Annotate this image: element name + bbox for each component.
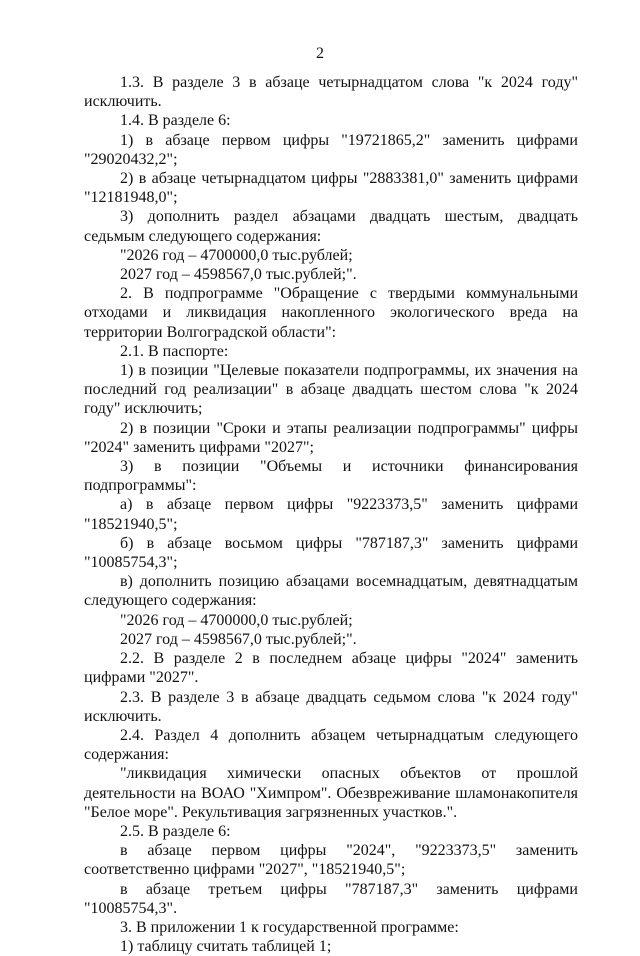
paragraph: 1.4. В разделе 6: xyxy=(120,112,231,130)
paragraph: 3) дополнить раздел абзацами двадцать шестым, двадцать седьмым следующего содержания: xyxy=(84,208,578,245)
quoted-line: "2026 год – 4700000,0 тыс.рублей; xyxy=(120,611,353,629)
paragraph: б) в абзаце восьмом цифры "787187,3" заменить цифрами "10085754,3"; xyxy=(84,534,578,572)
paragraph: 2) в позиции "Сроки и этапы реализации подпрограммы" цифры "2024" заменить цифрами "2027"; xyxy=(84,419,578,456)
paragraph: а) в абзаце первом цифры "9223373,5" заменить цифрами "18521940,5"; xyxy=(84,496,578,533)
paragraph: 1) в абзаце первом цифры "19721865,2" заменить цифрами "29020432,2"; xyxy=(84,131,578,168)
paragraph: 1.3. В разделе 3 в абзаце четырнадцатом слова "к 2024 году" исключить. xyxy=(84,74,578,111)
document-body xyxy=(84,73,578,956)
page-number: 2 xyxy=(316,45,324,62)
paragraph: в абзаце третьем цифры "787187,3" заменить цифрами "10085754,3". xyxy=(84,880,578,917)
paragraph: 2.4. Раздел 4 дополнить абзацем четырнадцатым следующего содержания: xyxy=(84,726,578,764)
paragraph: 2. В подпрограмме "Обращение с твердыми коммунальными отходами и ликвидация накопленного экологического вреда на территории Волгоградской области": xyxy=(84,285,578,341)
paragraph: "ликвидация химически опасных объектов от прошлой деятельности на ВОАО "Химпром". Обезвреживание шламонакопителя "Белое море". Рекультивация загрязненных участков.". xyxy=(84,765,578,821)
paragraph: 2.3. В разделе 3 в абзаце двадцать седьмом слова "к 2024 году" исключить. xyxy=(84,688,578,725)
paragraph: 2.2. В разделе 2 в последнем абзаце цифры "2024" заменить цифрами "2027". xyxy=(84,650,578,687)
paragraph: 3. В приложении 1 к государственной программе: xyxy=(120,918,459,936)
quoted-line: 2027 год – 4598567,0 тыс.рублей;". xyxy=(120,630,357,648)
paragraph: 2.5. В разделе 6: xyxy=(120,822,231,840)
quoted-line: 2027 год – 4598567,0 тыс.рублей;". xyxy=(120,266,357,284)
paragraph: 2.1. В паспорте: xyxy=(120,342,229,360)
paragraph: 1) таблицу считать таблицей 1; xyxy=(120,938,332,956)
paragraph: в абзаце первом цифры "2024", "9223373,5" заменить соответственно цифрами "2027", "18521940,5"; xyxy=(84,842,578,879)
paragraph: 3) в позиции "Объемы и источники финансирования подпрограммы": xyxy=(84,458,578,495)
paragraph: в) дополнить позицию абзацами восемнадцатым, девятнадцатым следующего содержания: xyxy=(84,573,578,610)
quoted-line: "2026 год – 4700000,0 тыс.рублей; xyxy=(120,246,353,264)
paragraph: 1) в позиции "Целевые показатели подпрограммы, их значения на последний год реализации" в абзаце двадцать шестом слова "к 2024 году" исключить; xyxy=(84,362,578,418)
paragraph: 2) в абзаце четырнадцатом цифры "2883381,0" заменить цифрами "12181948,0"; xyxy=(84,170,578,207)
